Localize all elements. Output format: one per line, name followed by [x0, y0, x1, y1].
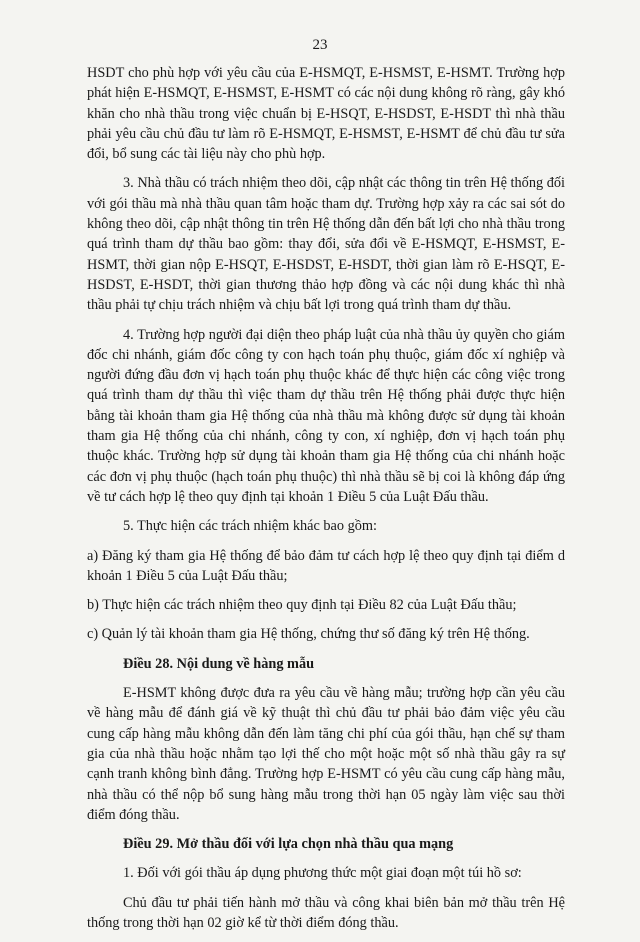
paragraph-clause-4: 4. Trường hợp người đại diện theo pháp luật của nhà thầu ủy quyền cho giám đốc chi nhánh, giám đốc công ty con hạch toán phụ thuộc, giám đốc xí nghiệp và người đứng đầu đơn vị hạch toán phụ thuộc khác để thực hiện các công việc trong quá trình tham dự thầu thì việc tham dự thầu trên Hệ thống phải được thực hiện bằng tài khoản tham gia Hệ thống của nhà thầu mà không được sử dụng tài khoản tham gia Hệ thống của chi nhánh, công ty con, xí nghiệp, đơn vị hạch toán phụ thuộc khác. Trường hợp sử dụng tài khoản tham gia Hệ thống của chi nhánh hoặc các đơn vị phụ thuộc (hạch toán phụ thuộc) thì nhà thầu sẽ bị coi là không đáp ứng về tư cách hợp lệ theo quy định tại khoản 1 Điều 5 của Luật Đấu thầu. [87, 326, 565, 505]
paragraph-clause-5: 5. Thực hiện các trách nhiệm khác bao gồm: [123, 518, 378, 535]
page-body [87, 63, 565, 942]
article-29-clause-1-body: Chủ đầu tư phải tiến hành mở thầu và công khai biên bản mở thầu trên Hệ thống trong thời hạn 02 giờ kể từ thời điểm đóng thầu. [87, 894, 565, 931]
article-28-body: E-HSMT không được đưa ra yêu cầu về hàng mẫu; trường hợp cần yêu cầu về hàng mẫu để đánh giá về kỹ thuật thì chủ đầu tư phải bảo đảm việc yêu cầu cung cấp hàng mẫu không dẫn đến làm tăng chi phí của gói thầu, hạn chế sự tham gia của nhà thầu hoặc nhằm tạo lợi thế cho một hoặc một số nhà thầu gây ra sự cạnh tranh không bình đẳng. Trường hợp E-HSMT có yêu cầu cung cấp hàng mẫu, nhà thầu có thể nộp bổ sung hàng mẫu trong thời hạn 05 ngày làm việc sau thời điểm đóng thầu. [87, 685, 565, 823]
paragraph-continuation: HSDT cho phù hợp với yêu cầu của E-HSMQT, E-HSMST, E-HSMT. Trường hợp phát hiện E-HSMQT, E-HSMST, E-HSMT có các nội dung không rõ ràng, gây khó khăn cho nhà thầu trong việc chuẩn bị E-HSQT, E-HSDST, E-HSDT thì nhà thầu phải yêu cầu chủ đầu tư làm rõ E-HSMQT, E-HSMST, E-HSMT để chủ đầu tư sửa đổi, bổ sung các tài liệu này cho phù hợp. [87, 65, 565, 163]
paragraph-clause-3: 3. Nhà thầu có trách nhiệm theo dõi, cập nhật các thông tin trên Hệ thống đối với gói thầu mà nhà thầu quan tâm hoặc tham dự. Trường hợp xảy ra các sai sót do không theo dõi, cập nhật thông tin trên Hệ thống dẫn đến bất lợi cho nhà thầu trong quá trình tham dự thầu bao gồm: thay đổi, sửa đổi về E-HSMQT, E-HSMST, E-HSMT, thời gian nộp E-HSQT, E-HSDST, E-HSDT, thời gian làm rõ E-HSQT, E-HSDST, E-HSDT, thời gian thương thảo hợp đồng và các nội dung khác thì nhà thầu phải tự chịu trách nhiệm và chịu bất lợi trong quá trình tham dự thầu. [87, 175, 565, 314]
list-item-a: a) Đăng ký tham gia Hệ thống để bảo đảm tư cách hợp lệ theo quy định tại điểm d khoản 1 Điều 5 của Luật Đấu thầu; [87, 547, 565, 584]
list-item-c: c) Quản lý tài khoản tham gia Hệ thống, chứng thư số đăng ký trên Hệ thống. [87, 626, 530, 643]
article-29-clause-1: 1. Đối với gói thầu áp dụng phương thức một giai đoạn một túi hồ sơ: [123, 865, 522, 882]
article-29-heading: Điều 29. Mở thầu đối với lựa chọn nhà thầu qua mạng [123, 836, 454, 853]
list-item-b: b) Thực hiện các trách nhiệm theo quy định tại Điều 82 của Luật Đấu thầu; [87, 597, 517, 614]
article-28-heading: Điều 28. Nội dung về hàng mẫu [123, 655, 315, 672]
page-number: 23 [312, 37, 328, 53]
